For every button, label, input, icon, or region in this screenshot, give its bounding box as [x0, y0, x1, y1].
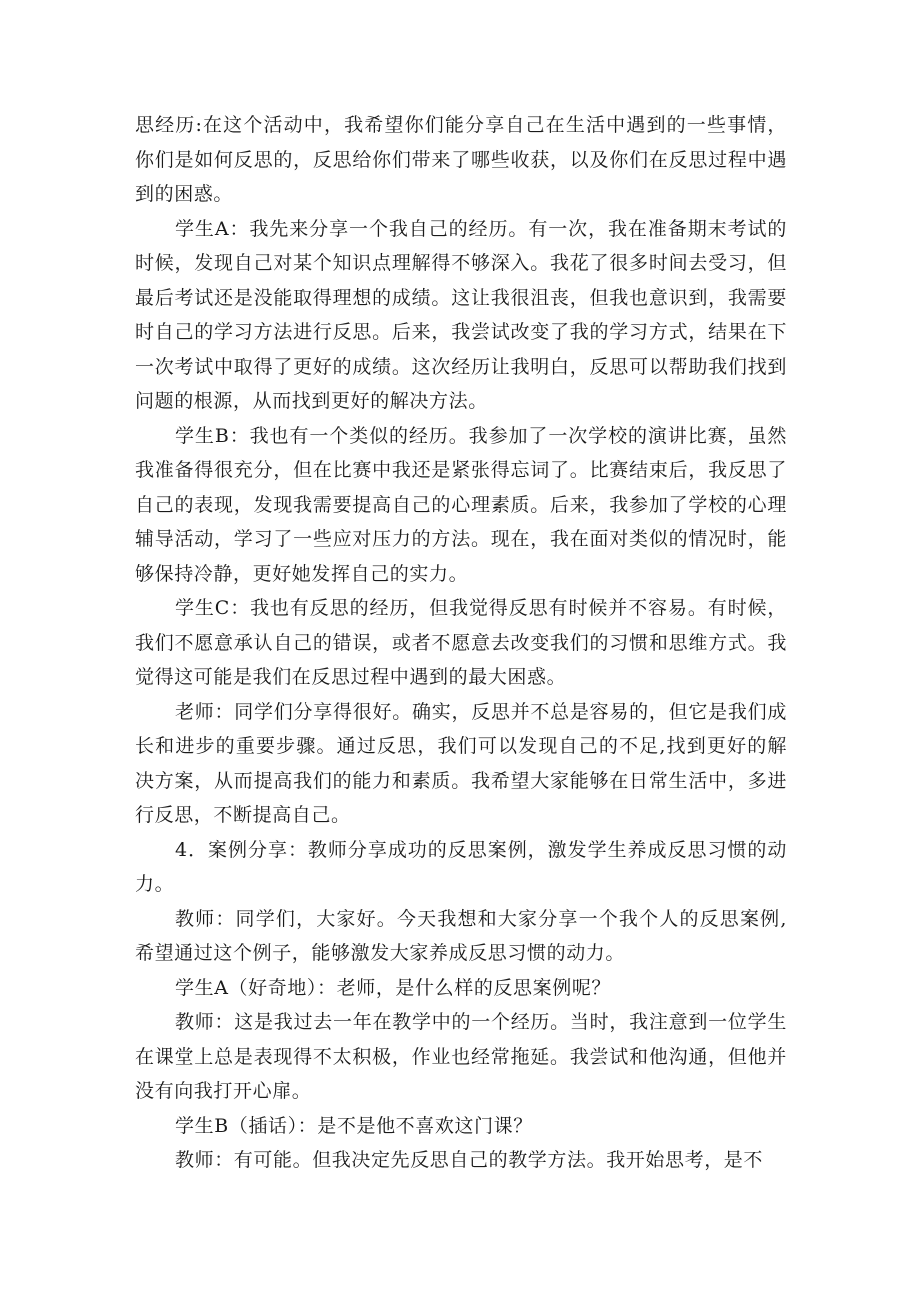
document-body	[135, 108, 787, 1178]
paragraph: 学生C：我也有反思的经历，但我觉得反思有时候并不容易。有时候，我们不愿意承认自己的错误，或者不愿意去改变我们的习惯和思维方式。我觉得这可能是我们在反思过程中遇到的最大困惑。	[135, 597, 787, 688]
paragraph: 教师：这是我过去一年在教学中的一个经历。当时，我注意到一位学生在课堂上总是表现得不太积极，作业也经常拖延。我尝试和他沟通，但他并没有向我打开心扉。	[135, 1011, 787, 1102]
paragraph: 学生A（好奇地）：老师，是什么样的反思案例呢？	[175, 976, 612, 999]
paragraph: 学生B（插话）：是不是他不喜欢这门课？	[175, 1114, 533, 1137]
paragraph: 思经历:在这个活动中，我希望你们能分享自己在生活中遇到的一些事情，你们是如何反思的，反思给你们带来了哪些收获，以及你们在反思过程中遇到的困惑。	[135, 114, 787, 205]
paragraph: 教师：有可能。但我决定先反思自己的教学方法。我开始思考，是不	[175, 1149, 764, 1171]
paragraph: 老师：同学们分享得很好。确实，反思并不总是容易的，但它是我们成长和进步的重要步骤。通过反思，我们可以发现自己的不足,找到更好的解决方案，从而提高我们的能力和素质。我希望大家能够在日常生活中，多进行反思，不断提高自己。	[135, 700, 787, 826]
paragraph: 学生A：我先来分享一个我自己的经历。有一次，我在准备期末考试的时候，发现自己对某个知识点理解得不够深入。我花了很多时间去受习，但最后考试还是没能取得理想的成绩。这让我很沮丧，但我也意识到，我需要时自己的学习方法进行反思。后来，我尝试改变了我的学习方式，结果在下一次考试中取得了更好的成绩。这次经历让我明白，反思可以帮助我们找到问题的根源，从而找到更好的解决方法。	[135, 217, 787, 412]
paragraph: 学生B：我也有一个类似的经历。我参加了一次学校的演讲比赛，虽然我准备得很充分，但在比赛中我还是紧张得忘词了。比赛结束后，我反思了自己的表现，发现我需要提高自己的心理素质。后来，我参加了学校的心理辅导活动，学习了一些应对压力的方法。现在，我在面对类似的情况时，能够保持冷静，更好她发挥自己的实力。	[135, 424, 787, 585]
paragraph: 教师：同学们，大家好。今天我想和大家分享一个我个人的反思案例,希望通过这个例子，能够激发大家养成反思习惯的动力。	[135, 907, 787, 964]
section-heading: 4．案例分享：教师分享成功的反思案例，激发学生养成反思习惯的动力。	[135, 838, 787, 895]
